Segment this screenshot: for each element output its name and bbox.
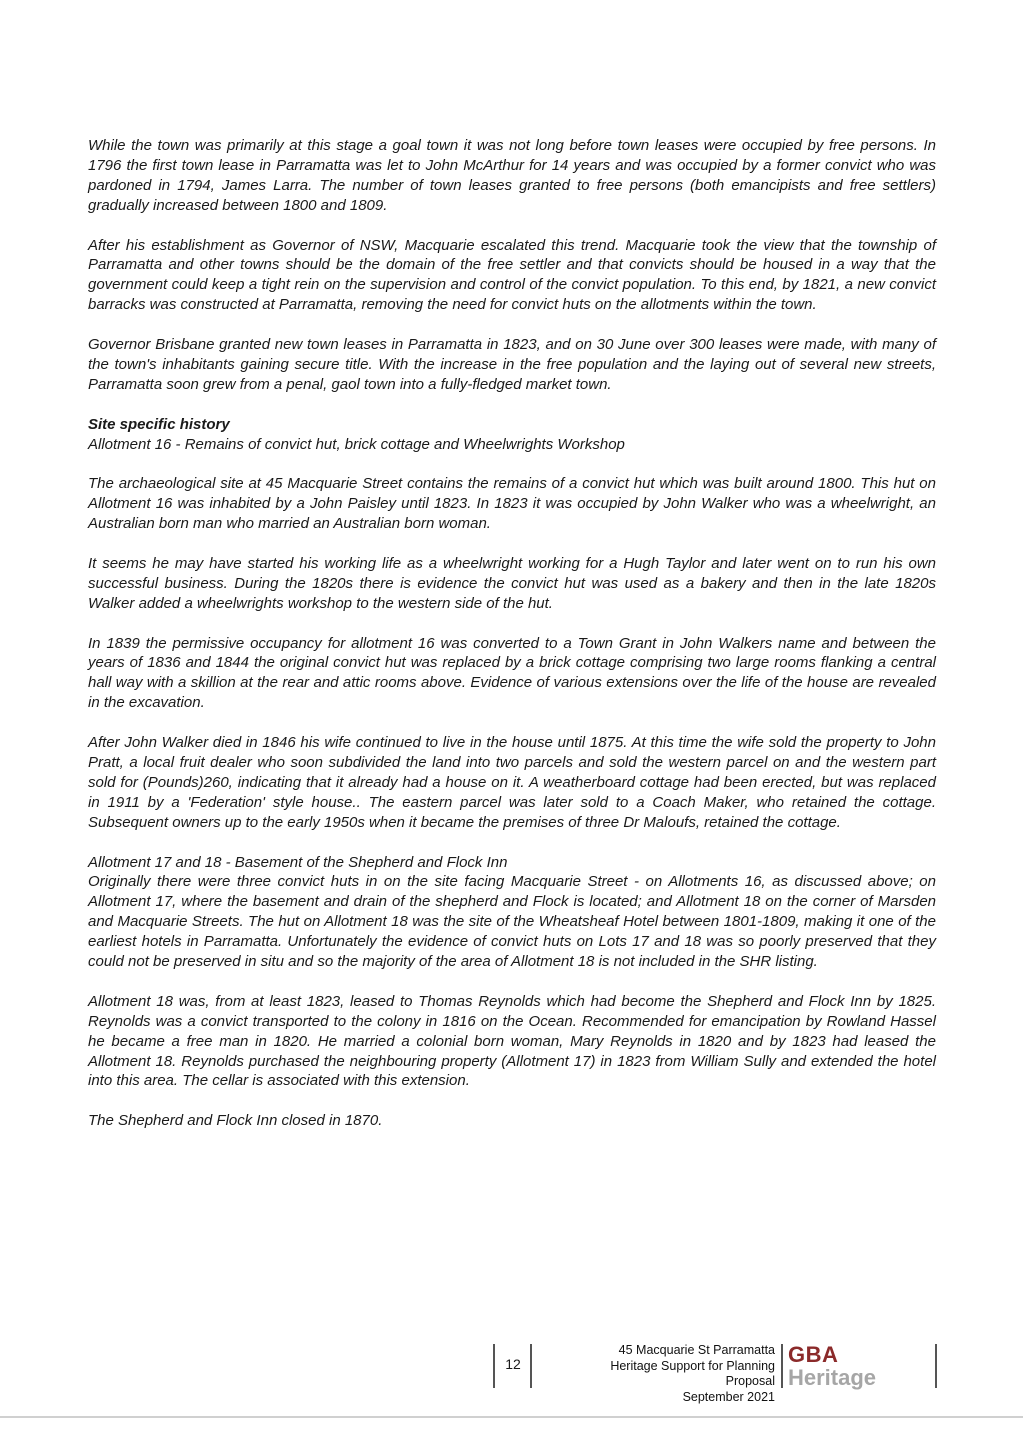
body-text	[88, 136, 936, 1151]
paragraph: After John Walker died in 1846 his wife continued to live in the house until 1875. At this time the wife sold the property to John Pratt, a local fruit dealer who soon subdivided the land into two parcels and sold the western parcel on and the western part sold for (Pounds)260, indicating that it already had a house on it. A weatherboard cottage had been erected, but was replaced in 1911 by a 'Federation' style house.. The eastern parcel was later sold to a Coach Maker, who retained the cottage. Subsequent owners up to the early 1950s when it became the premises of three Dr Maloufs, retained the cottage.	[88, 734, 936, 831]
logo-gba-text: GBA	[788, 1342, 839, 1367]
footer-divider	[530, 1344, 532, 1388]
logo-heritage-text: Heritage	[788, 1365, 877, 1390]
footer-divider	[935, 1344, 937, 1388]
document-info	[560, 1343, 775, 1405]
paragraph: Originally there were three convict huts in on the site facing Macquarie Street - on Allotments 16, as discussed above; on Allotment 17, where the basement and drain of the shepherd and Flock is located; and Allotment 18 on the corner of Marsden and Macquarie Streets. The hut on Allotment 18 was the site of the Wheatsheaf Hotel between 1801-1809, making it one of the earliest hotels in Parramatta. Unfortunately the evidence of convict huts on Lots 17 and 18 was so poorly preserved that they could not be preserved in situ and so the majority of the area of Allotment 18 is not included in the SHR listing.	[88, 873, 936, 971]
paragraph: After his establishment as Governor of NSW, Macquarie escalated this trend. Macquarie took the view that the township of Parramatta and other towns should be the domain of the free settler and that convicts should be housed in a way that the government could keep a tight rein on the supervision and control of the convict population. To this end, by 1821, a new convict barracks was constructed at Parramatta, removing the need for convict huts on the allotments within the town.	[88, 236, 936, 314]
paragraph: Allotment 18 was, from at least 1823, leased to Thomas Reynolds which had become the Shepherd and Flock Inn by 1825. Reynolds was a convict transported to the colony in 1816 on the Ocean. Recommended for emancipation by Rowland Hassel he became a free man in 1820. He married a colonial born woman, Mary Reynolds in 1820 and by 1823 had leased the Allotment 18. Reynolds purchased the neighbouring property (Allotment 17) in 1823 from William Sully and extended the hotel into this area. The cellar is associated with this extension.	[88, 992, 936, 1090]
footer-divider	[493, 1344, 495, 1388]
page-bottom-rule	[0, 1416, 1023, 1418]
paragraph: While the town was primarily at this stage a goal town it was not long before town leases were occupied by free persons. In 1796 the first town lease in Parramatta was let to John McArthur for 14 years and was occupied by a former convict who was pardoned in 1794, James Larra. The number of town leases granted to free persons (both emancipists and free settlers) gradually increased between 1800 and 1809.	[88, 137, 936, 214]
paragraph: It seems he may have started his working life as a wheelwright working for a Hugh Taylor and later went on to run his own successful business. During the 1820s there is evidence the convict hut was used as a bakery and then in the late 1820s Walker added a wheelwrights workshop to the western side of the hut.	[88, 554, 936, 612]
subheading-allotment-16: Allotment 16 - Remains of convict hut, brick cottage and Wheelwrights Workshop	[88, 435, 625, 453]
paragraph: The archaeological site at 45 Macquarie Street contains the remains of a convict hut which was built around 1800. This hut on Allotment 16 was inhabited by a John Paisley until 1823. In 1823 it was occupied by John Walker who was a wheelwright, an Australian born man who married an Australian born woman.	[88, 475, 936, 533]
doc-title-line: Proposal	[725, 1374, 775, 1388]
doc-date: September 2021	[682, 1389, 775, 1404]
footer-divider	[781, 1344, 783, 1388]
gba-heritage-logo	[788, 1344, 876, 1390]
page-number: 12	[505, 1356, 521, 1372]
paragraph: The Shepherd and Flock Inn closed in 1870.	[88, 1112, 383, 1130]
doc-title-line: Heritage Support for Planning	[610, 1358, 775, 1373]
doc-title-line: 45 Macquarie St Parramatta	[618, 1343, 775, 1357]
paragraph: Governor Brisbane granted new town leases in Parramatta in 1823, and on 30 June over 300 leases were made, with many of the town's inhabitants gaining secure title. With the increase in the free population and the laying out of several new streets, Parramatta soon grew from a penal, gaol town into a fully-fledged market town.	[88, 336, 936, 393]
subheading-allotment-17-18: Allotment 17 and 18 - Basement of the Shepherd and Flock Inn	[88, 853, 508, 871]
paragraph: In 1839 the permissive occupancy for allotment 16 was converted to a Town Grant in John Walkers name and between the years of 1836 and 1844 the original convict hut was replaced by a brick cottage comprising two large rooms flanking a central hall way with a skillion at the rear and attic rooms above. Evidence of various extensions over the life of the house are revealed in the excavation.	[88, 634, 936, 712]
section-heading: Site specific history	[88, 415, 230, 433]
page-footer	[0, 1340, 1023, 1410]
